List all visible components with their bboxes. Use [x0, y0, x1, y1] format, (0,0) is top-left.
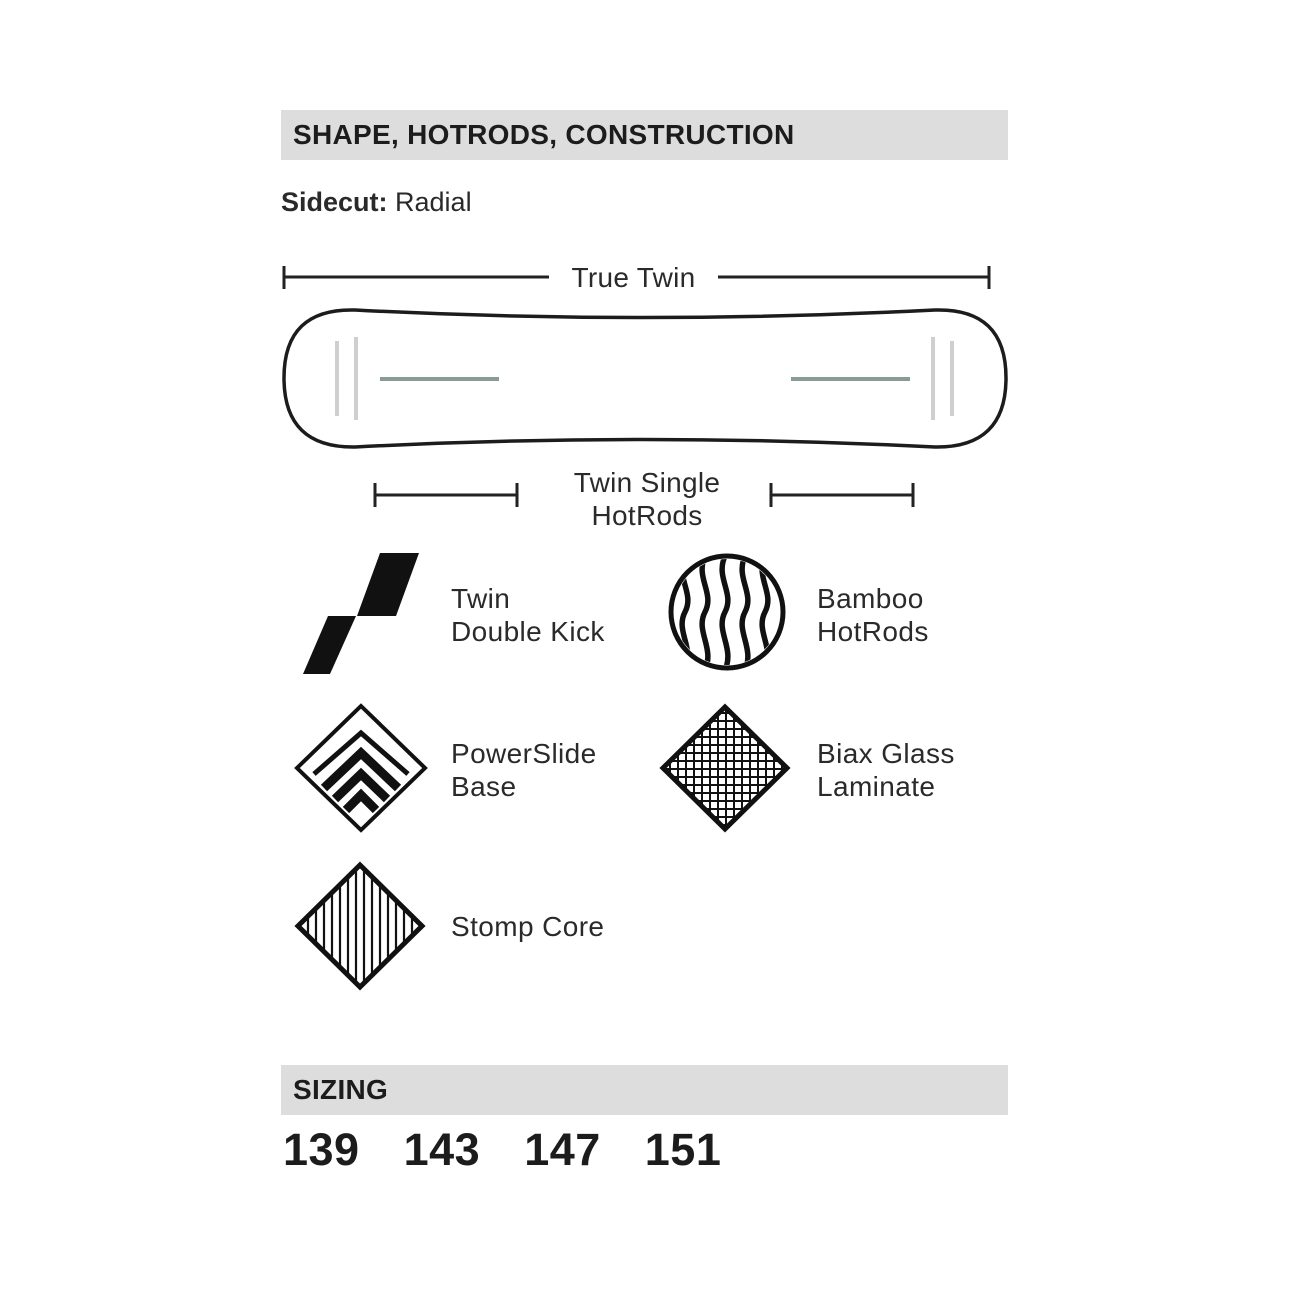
size-option: 151 [644, 1124, 722, 1175]
biax-glass-laminate-icon [660, 704, 790, 834]
twin-double-kick-icon [298, 550, 428, 680]
size-list [283, 1120, 765, 1180]
sidecut-label: Sidecut: [281, 187, 388, 217]
feature-label-powerslide-base [451, 737, 597, 803]
stomp-core-icon [296, 862, 426, 992]
sidecut-value: Radial [395, 187, 472, 217]
feature-line1: Stomp Core [451, 911, 605, 942]
hotrods-label-line1: Twin Single [573, 467, 721, 498]
feature-line2: HotRods [817, 616, 929, 647]
feature-line2: Base [451, 771, 517, 802]
feature-label-biax-glass-laminate [817, 737, 955, 803]
hotrods-label [540, 466, 754, 532]
powerslide-base-icon [293, 702, 429, 838]
feature-label-bamboo-hotrods [817, 582, 929, 648]
feature-line1: Biax Glass [817, 738, 955, 769]
section-title: SHAPE, HOTRODS, CONSTRUCTION [293, 119, 795, 150]
true-twin-label: True Twin [571, 262, 696, 293]
size-option: 143 [403, 1124, 481, 1175]
feature-label-twin-double-kick [451, 582, 605, 648]
feature-line2: Laminate [817, 771, 936, 802]
feature-line2: Double Kick [451, 616, 605, 647]
feature-label-stomp-core [451, 910, 604, 943]
size-option: 147 [524, 1124, 601, 1175]
feature-line1: PowerSlide [451, 738, 597, 769]
section-header-sizing [281, 1065, 1008, 1115]
bamboo-hotrods-icon [663, 548, 793, 678]
hotrods-label-line2: HotRods [591, 500, 703, 531]
size-option: 139 [283, 1124, 360, 1175]
feature-line1: Bamboo [817, 583, 924, 614]
section-title: SIZING [293, 1074, 389, 1105]
feature-line1: Twin [451, 583, 511, 614]
